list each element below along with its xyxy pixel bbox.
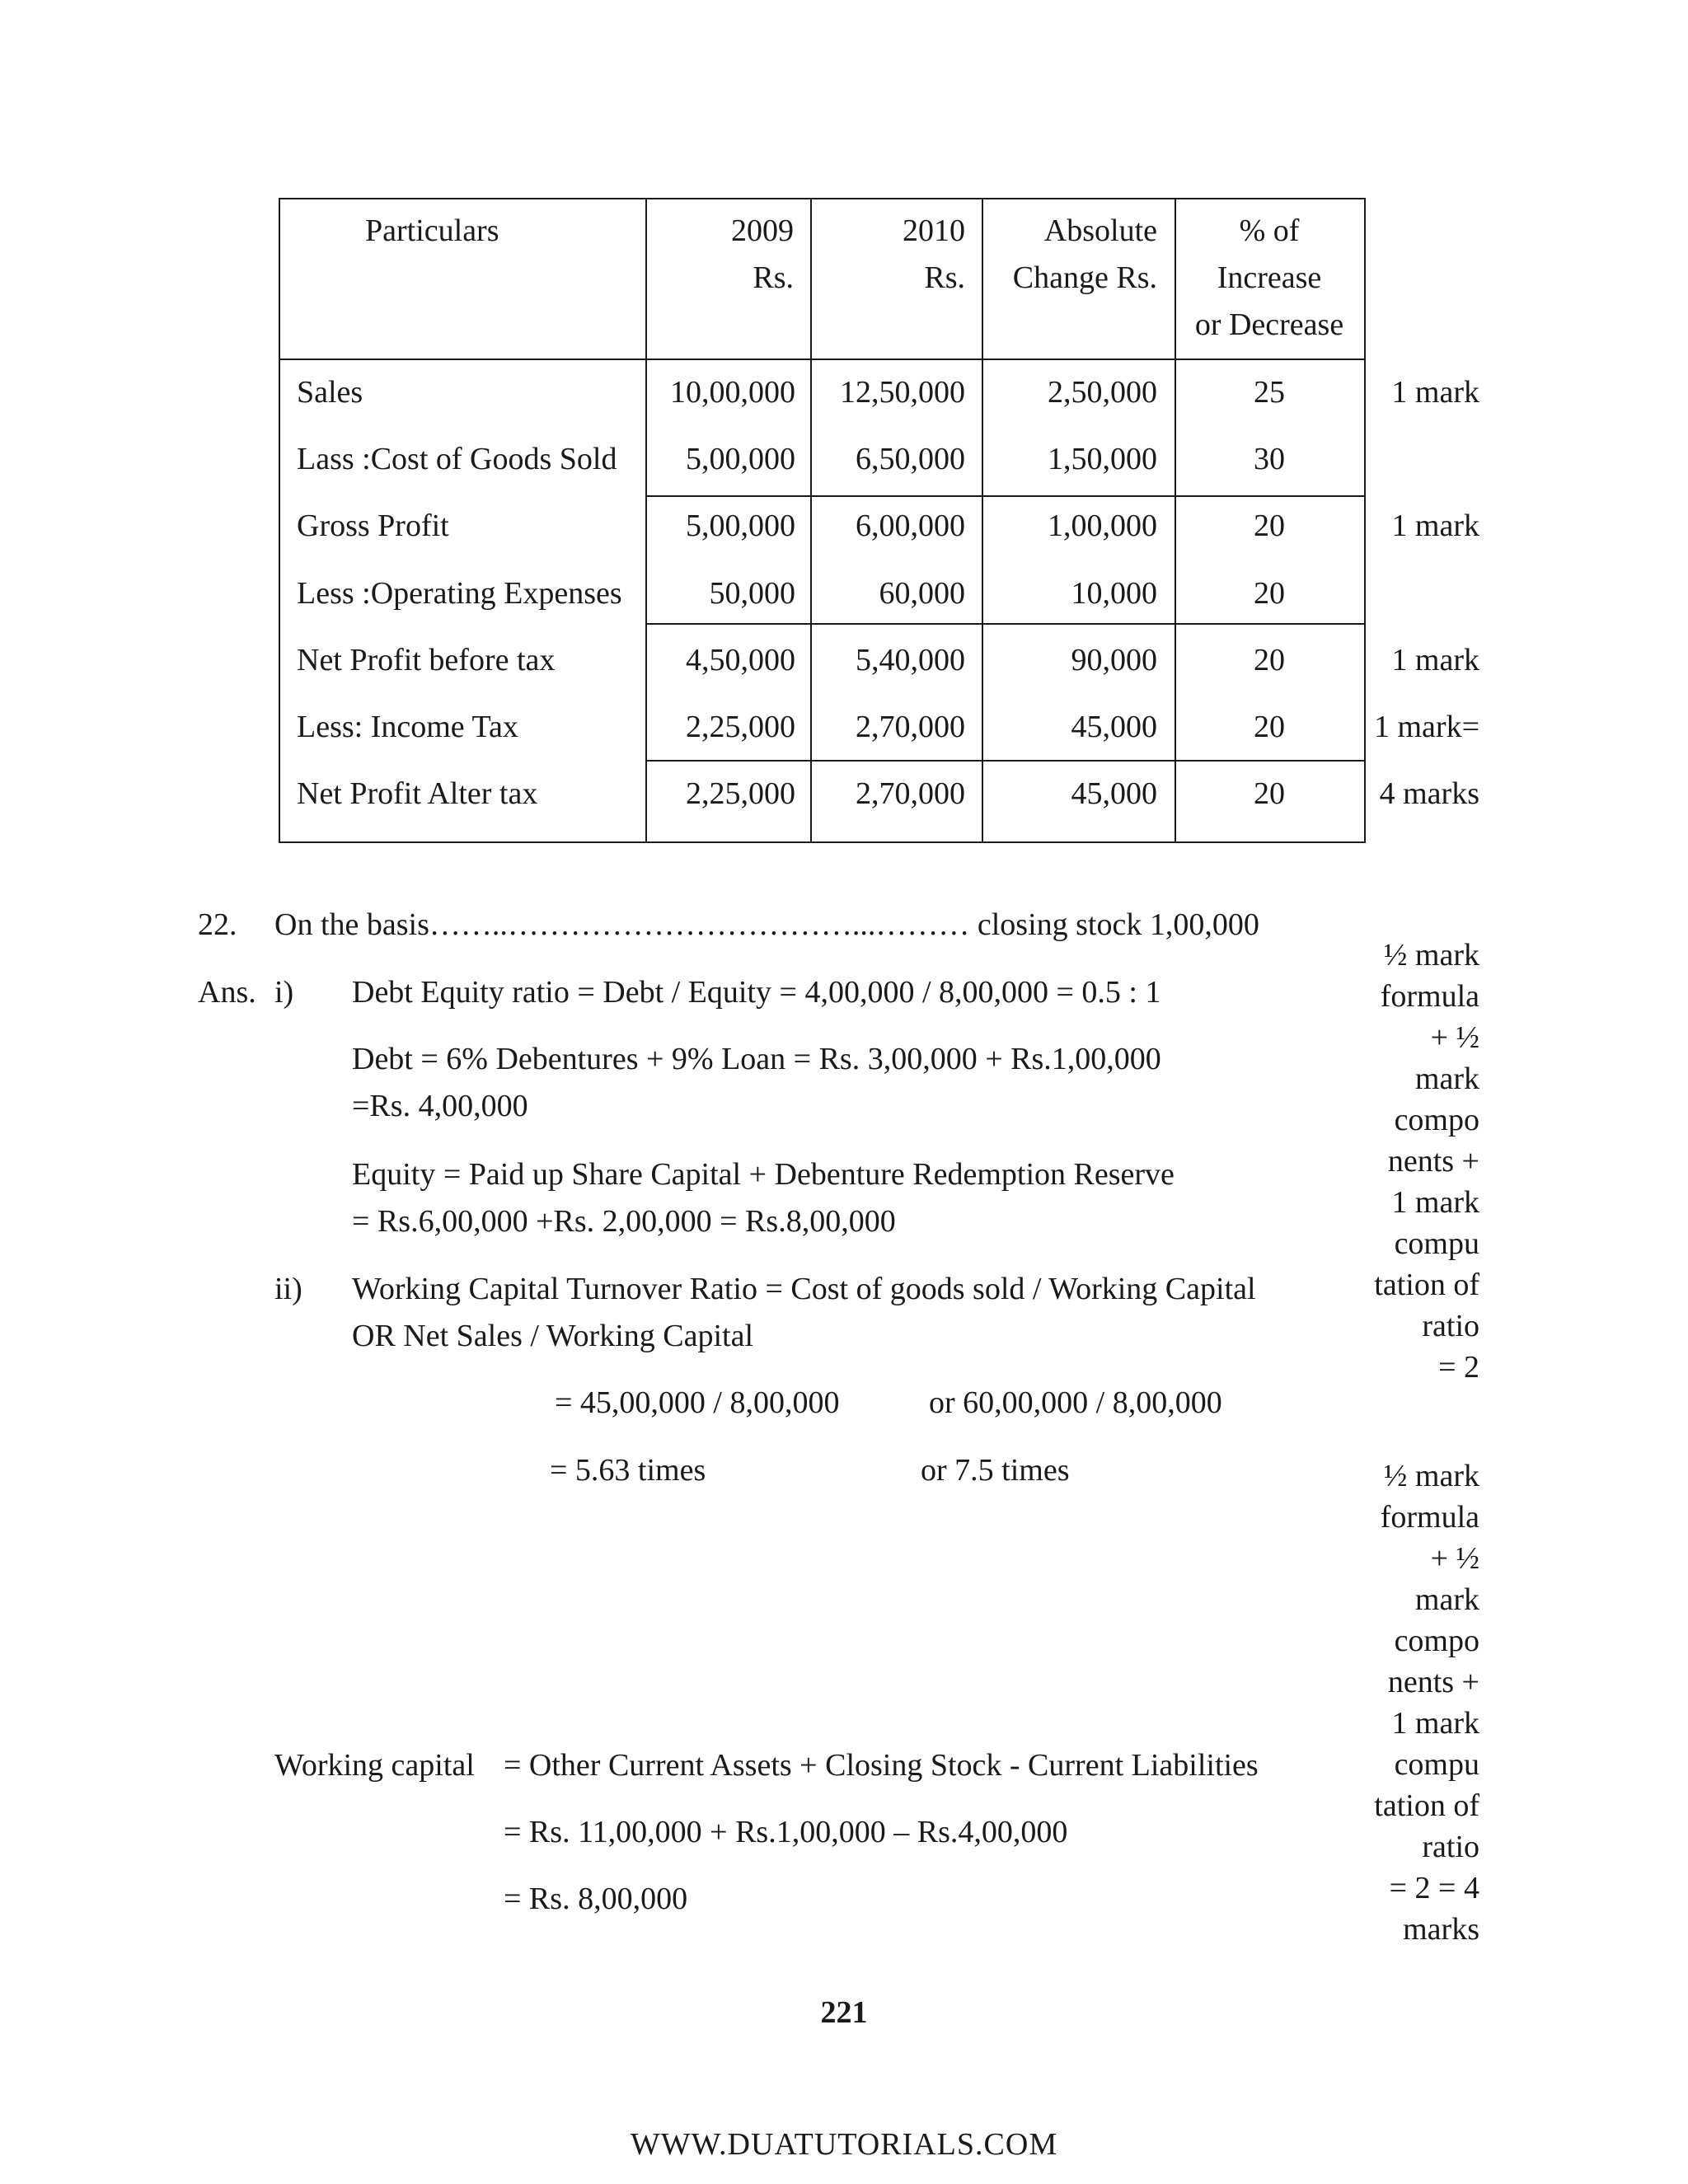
row-mark: 1 mark= <box>1373 710 1479 744</box>
row-mark: 1 mark <box>1391 509 1479 543</box>
margin-note-line: = 2 <box>1438 1350 1479 1385</box>
margin-note-part-i <box>1315 935 1479 1388</box>
wctr-result-alt: or 7.5 times <box>921 1453 1070 1488</box>
equity-line: Equity = Paid up Share Capital + Debenture Redemption Reserve <box>352 1157 1175 1192</box>
row-particulars: Less: Income Tax <box>297 710 518 744</box>
table-border-left <box>279 198 280 843</box>
row-absolute: 45,000 <box>1071 710 1157 744</box>
equity-total: = Rs.6,00,000 +Rs. 2,00,000 = Rs.8,00,000 <box>352 1204 896 1239</box>
part-ii-label: ii) <box>274 1272 302 1306</box>
wctr-result: = 5.63 times <box>550 1453 706 1488</box>
header-2010-unit: Rs. <box>924 260 965 295</box>
row-2009: 5,00,000 <box>686 442 795 476</box>
row-mark: 1 mark <box>1391 643 1479 677</box>
margin-note-line: compo <box>1394 1103 1479 1137</box>
working-capital-formula: = Other Current Assets + Closing Stock - Current Liabilities <box>504 1748 1259 1783</box>
row-particulars: Net Profit before tax <box>297 643 556 677</box>
row-absolute: 10,000 <box>1071 576 1157 611</box>
row-mark: 1 mark <box>1391 375 1479 410</box>
margin-note-line: ratio <box>1422 1309 1479 1343</box>
row-absolute: 1,00,000 <box>1048 509 1157 543</box>
margin-note-part-ii <box>1315 1455 1479 1950</box>
header-2009-unit: Rs. <box>753 260 794 295</box>
page-number: 221 <box>820 1995 868 2030</box>
debt-total: =Rs. 4,00,000 <box>352 1089 528 1123</box>
margin-note-line: 1 mark <box>1391 1706 1479 1741</box>
row-2009: 2,25,000 <box>686 776 795 811</box>
working-capital-label: Working capital <box>274 1748 475 1783</box>
row-percent: 20 <box>1254 643 1285 677</box>
table-border-top <box>279 198 1366 199</box>
margin-note-line: tation of <box>1374 1788 1479 1823</box>
row-percent: 25 <box>1254 375 1285 410</box>
row-percent: 20 <box>1254 710 1285 744</box>
margin-note-line: nents + <box>1387 1144 1479 1179</box>
margin-note-line: 1 mark <box>1391 1185 1479 1220</box>
wctr-calc-alt: or 60,00,000 / 8,00,000 <box>929 1385 1222 1420</box>
margin-note-line: ½ mark <box>1383 938 1479 972</box>
margin-note-line: + ½ <box>1430 1541 1479 1576</box>
debt-line: Debt = 6% Debentures + 9% Loan = Rs. 3,00,000 + Rs.1,00,000 <box>352 1042 1161 1076</box>
row-particulars: Sales <box>297 375 363 410</box>
margin-note-line: tation of <box>1374 1268 1479 1302</box>
header-absolute: Absolute <box>1043 213 1157 248</box>
row-2009: 5,00,000 <box>686 509 795 543</box>
row-2010: 2,70,000 <box>856 710 965 744</box>
question-number: 22. <box>198 907 237 942</box>
header-percent: % of <box>1239 213 1300 248</box>
part-i-label: i) <box>274 975 294 1010</box>
row-absolute: 1,50,000 <box>1048 442 1157 476</box>
row-percent: 20 <box>1254 509 1285 543</box>
table-subtotal-line <box>645 760 1366 762</box>
margin-note-line: compo <box>1394 1624 1479 1658</box>
row-2010: 2,70,000 <box>856 776 965 811</box>
row-2009: 10,00,000 <box>670 375 795 410</box>
table-border-bottom <box>279 841 1366 843</box>
row-2009: 2,25,000 <box>686 710 795 744</box>
row-mark: 4 marks <box>1379 776 1479 811</box>
wctr-calc: = 45,00,000 / 8,00,000 <box>555 1385 840 1420</box>
margin-note-line: compu <box>1394 1747 1479 1782</box>
row-2009: 4,50,000 <box>686 643 795 677</box>
row-2010: 12,50,000 <box>840 375 965 410</box>
margin-note-line: ratio <box>1422 1830 1479 1864</box>
financial-comparison-table <box>279 198 1366 843</box>
margin-note-line: formula <box>1380 979 1479 1014</box>
margin-note-line: nents + <box>1387 1665 1479 1699</box>
working-capital-result: = Rs. 8,00,000 <box>504 1882 688 1916</box>
wctr-formula: Working Capital Turnover Ratio = Cost of goods sold / Working Capital <box>352 1272 1256 1306</box>
margin-note-line: ½ mark <box>1383 1459 1479 1493</box>
answer-label: Ans. <box>198 975 256 1010</box>
table-border-right <box>1364 198 1366 843</box>
row-absolute: 45,000 <box>1071 776 1157 811</box>
margin-note-line: = 2 = 4 <box>1389 1871 1479 1905</box>
table-header-divider <box>279 359 1366 360</box>
row-2010: 60,000 <box>879 576 965 611</box>
footer-url[interactable]: WWW.DUATUTORIALS.COM <box>630 2127 1058 2162</box>
header-particulars: Particulars <box>365 213 499 248</box>
row-percent: 30 <box>1254 442 1285 476</box>
row-percent: 20 <box>1254 576 1285 611</box>
table-subtotal-line <box>645 623 1366 625</box>
margin-note-line: marks <box>1403 1912 1479 1947</box>
debt-equity-formula: Debt Equity ratio = Debt / Equity = 4,00,000 / 8,00,000 = 0.5 : 1 <box>352 975 1161 1010</box>
header-2009: 2009 <box>731 213 794 248</box>
header-increase: Increase <box>1217 260 1322 295</box>
row-particulars: Less :Operating Expenses <box>297 576 622 611</box>
margin-note-line: mark <box>1414 1582 1479 1617</box>
row-2010: 6,00,000 <box>856 509 965 543</box>
row-absolute: 90,000 <box>1071 643 1157 677</box>
question-text: On the basis……..……………………………...……… closing stock 1,00,000 <box>274 907 1259 942</box>
row-2010: 5,40,000 <box>856 643 965 677</box>
margin-note-line: formula <box>1380 1500 1479 1535</box>
header-or-decrease: or Decrease <box>1194 307 1344 342</box>
working-capital-calc: = Rs. 11,00,000 + Rs.1,00,000 – Rs.4,00,000 <box>504 1815 1068 1849</box>
row-percent: 20 <box>1254 776 1285 811</box>
table-subtotal-line <box>645 495 1366 497</box>
header-2010: 2010 <box>903 213 965 248</box>
row-2010: 6,50,000 <box>856 442 965 476</box>
row-particulars: Gross Profit <box>297 509 449 543</box>
row-particulars: Net Profit Alter tax <box>297 776 538 811</box>
header-change: Change Rs. <box>1012 260 1157 295</box>
margin-note-line: + ½ <box>1430 1020 1479 1055</box>
margin-note-line: compu <box>1394 1226 1479 1261</box>
margin-note-line: mark <box>1414 1062 1479 1096</box>
row-absolute: 2,50,000 <box>1048 375 1157 410</box>
wctr-alt-formula: OR Net Sales / Working Capital <box>352 1319 754 1353</box>
row-particulars: Lass :Cost of Goods Sold <box>297 442 617 476</box>
row-2009: 50,000 <box>709 576 795 611</box>
